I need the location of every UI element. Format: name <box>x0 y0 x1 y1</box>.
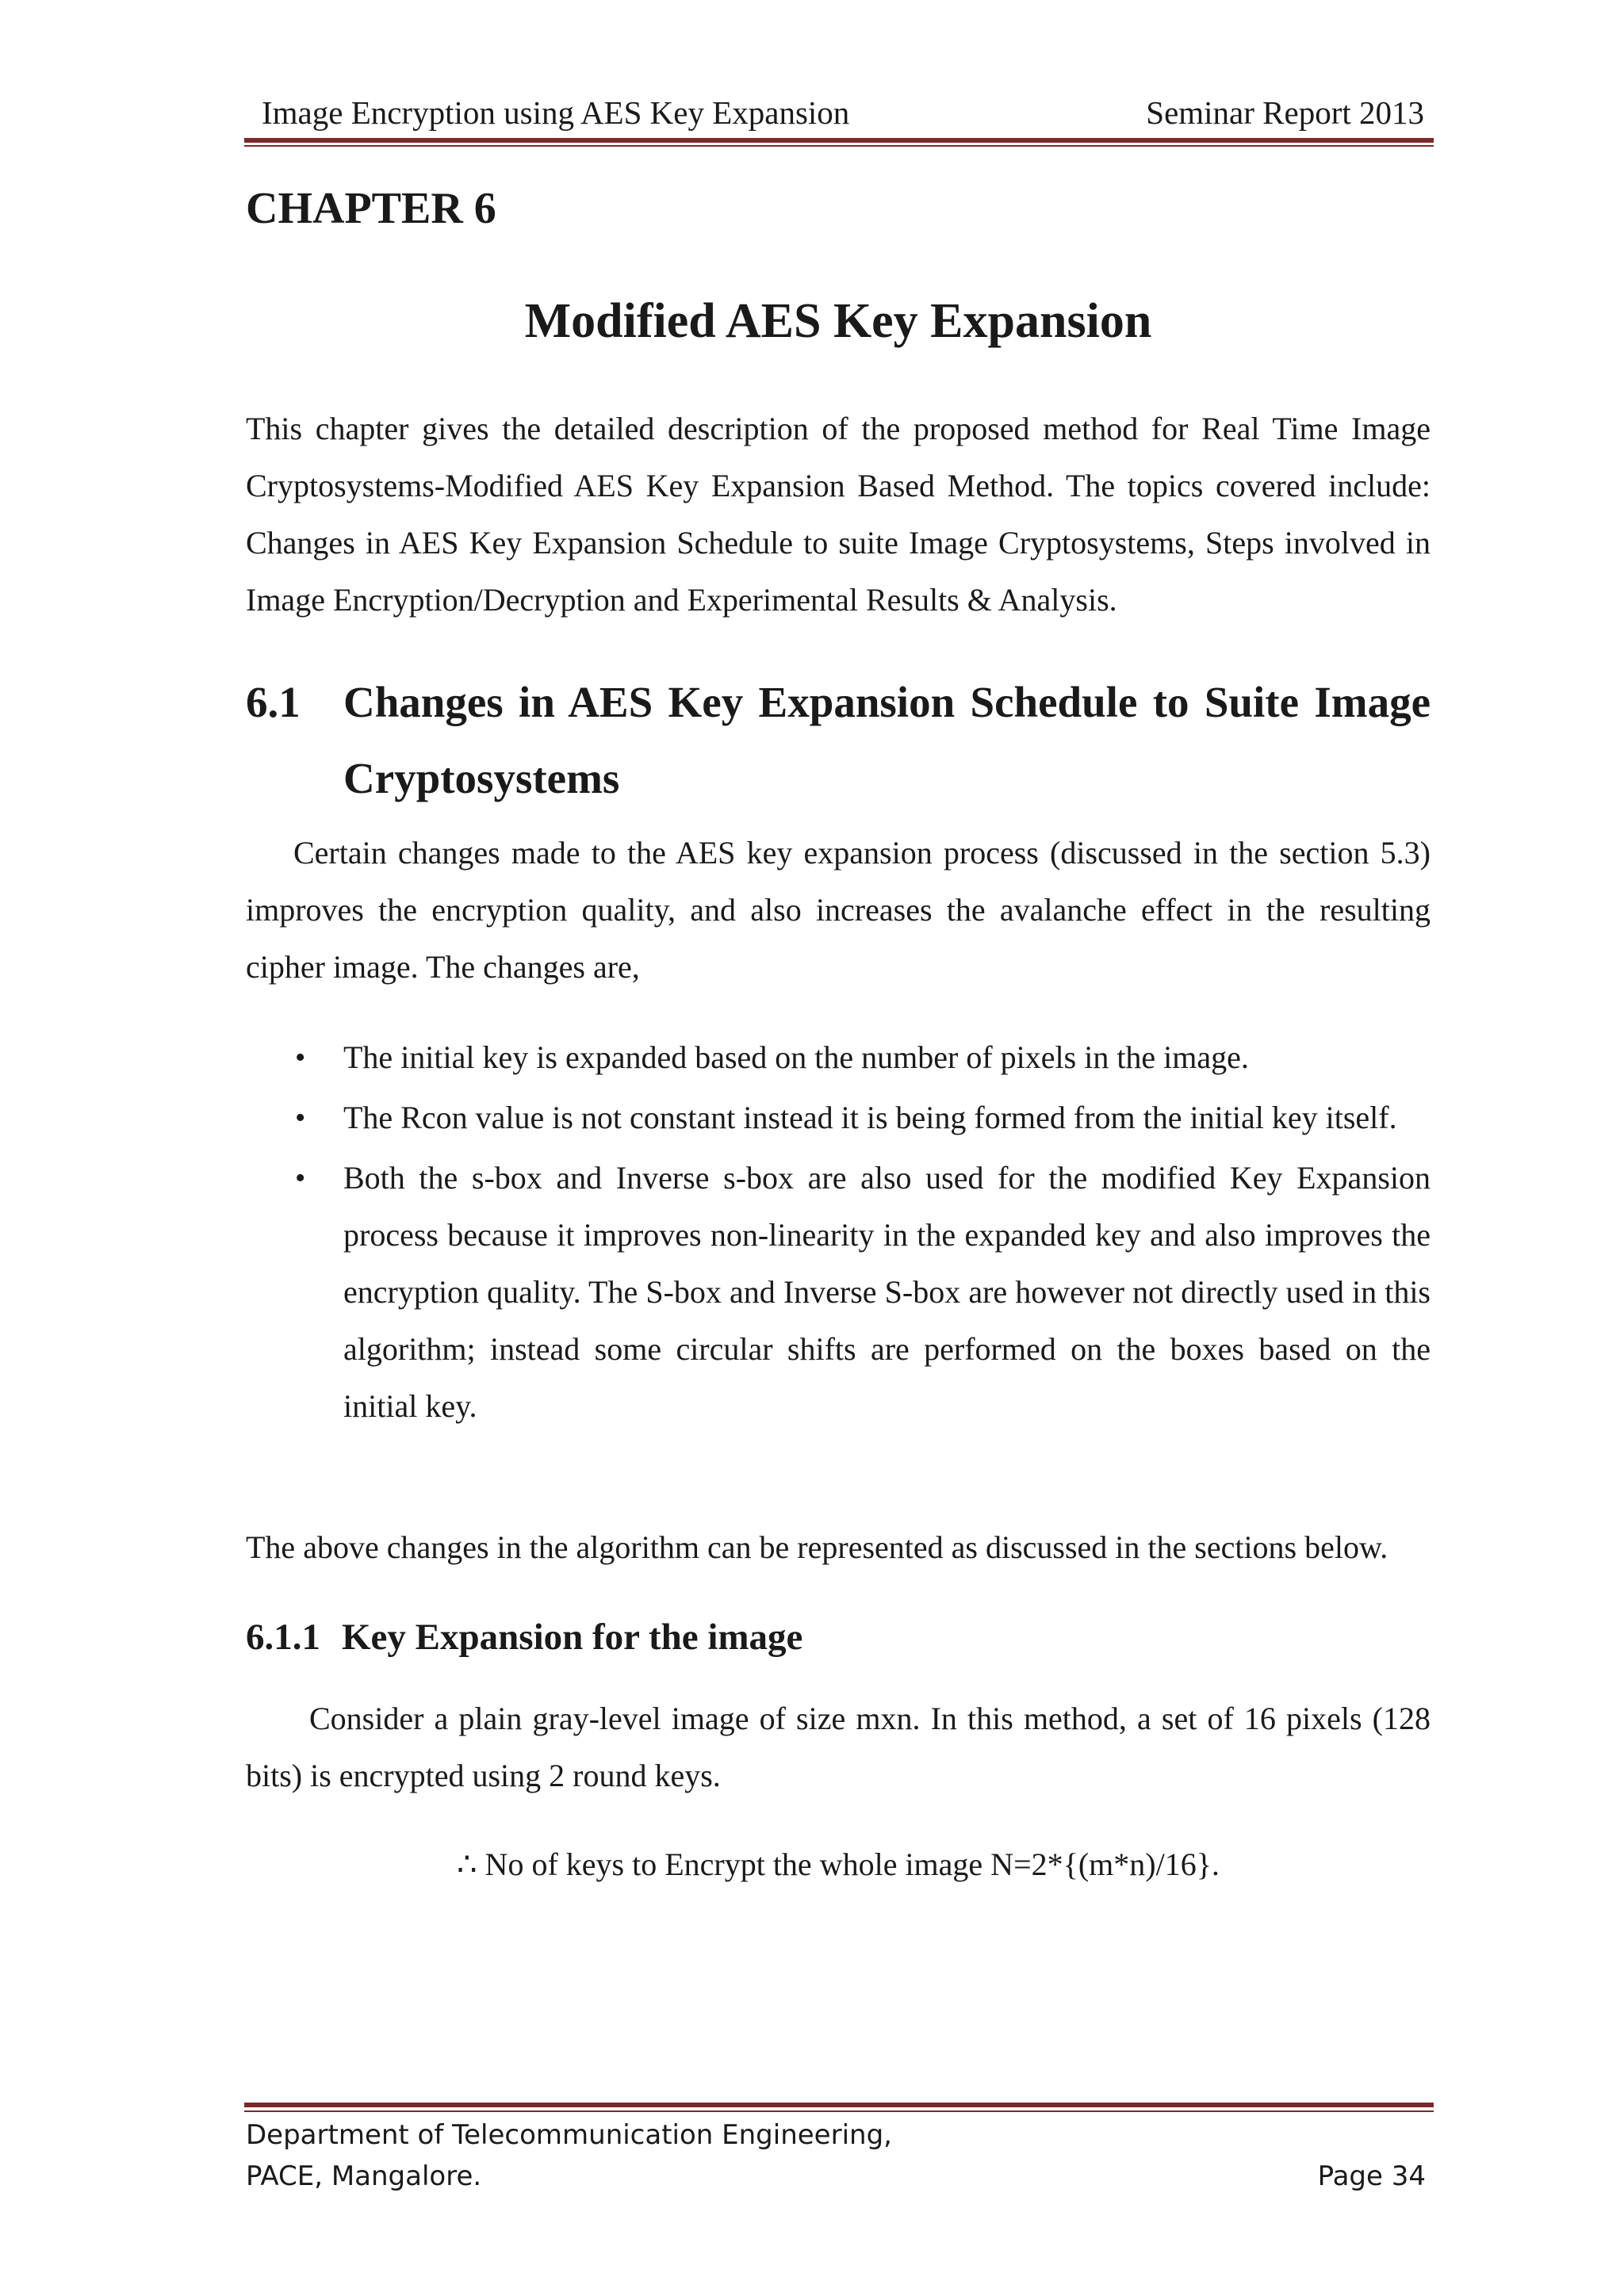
list-item-text: Both the s-box and Inverse s-box are also used for the modified Key Expansion process because it improves non-linearity in the expanded key and also improves the encryption quality. The S-box and Inverse S-box are however not directly used in this algorithm; instead some circular shifts are performed on the boxes based on the initial key. <box>343 1160 1431 1424</box>
list-item-text: The Rcon value is not constant instead it is being formed from the initial key itself. <box>343 1100 1397 1135</box>
list-item <box>246 1089 1431 1146</box>
bullet-icon: • <box>295 1101 306 1135</box>
section-number: 6.1 <box>246 678 301 726</box>
footer-department: Department of Telecommunication Engineering, <box>246 2119 892 2151</box>
section-heading: Changes in AES Key Expansion Schedule to Suite Image Cryptosystems <box>343 678 1431 802</box>
intro-paragraph: This chapter gives the detailed description of the proposed method for Real Time Image Cryptosystems-Modified AES Key Expansion Based Method. The topics covered include: Changes in AES Key Expansion Schedule to suite Image Cryptosystems, Steps involved in Image Encryption/Decryption and Experimental Results & Analysis. <box>246 411 1431 618</box>
header-report-label: Seminar Report 2013 <box>1146 94 1424 131</box>
chapter-title: Modified AES Key Expansion <box>524 294 1152 348</box>
footer-institution: PACE, Mangalore. <box>246 2160 482 2192</box>
footer-rule <box>244 2103 1434 2107</box>
key-count-equation: ∴ No of keys to Encrypt the whole image N=2*{(m*n)/16}. <box>457 1846 1220 1882</box>
subsection-number: 6.1.1 <box>246 1617 320 1658</box>
list-item <box>246 1029 1431 1086</box>
subsection-heading: Key Expansion for the image <box>342 1617 803 1658</box>
closing-paragraph: The above changes in the algorithm can be represented as discussed in the sections below. <box>246 1529 1388 1565</box>
header-rule <box>244 138 1434 143</box>
subsection-paragraph: Consider a plain gray-level image of size mxn. In this method, a set of 16 pixels (128 bits) is encrypted using 2 round keys. <box>246 1701 1431 1793</box>
list-item-text: The initial key is expanded based on the number of pixels in the image. <box>343 1039 1249 1075</box>
header-rule-thin <box>244 145 1434 147</box>
bullet-icon: • <box>295 1041 306 1074</box>
footer-rule-thin <box>244 2110 1434 2112</box>
page-number: Page 34 <box>1317 2160 1426 2192</box>
list-item <box>246 1150 1431 1435</box>
section-paragraph: Certain changes made to the AES key expansion process (discussed in the section 5.3) improves the encryption quality, and also increases the avalanche effect in the resulting cipher image. The changes are, <box>246 835 1431 985</box>
header-title: Image Encryption using AES Key Expansion <box>262 94 850 131</box>
bullet-icon: • <box>295 1161 306 1195</box>
changes-list <box>246 1029 1431 1438</box>
chapter-label: CHAPTER 6 <box>246 184 496 233</box>
